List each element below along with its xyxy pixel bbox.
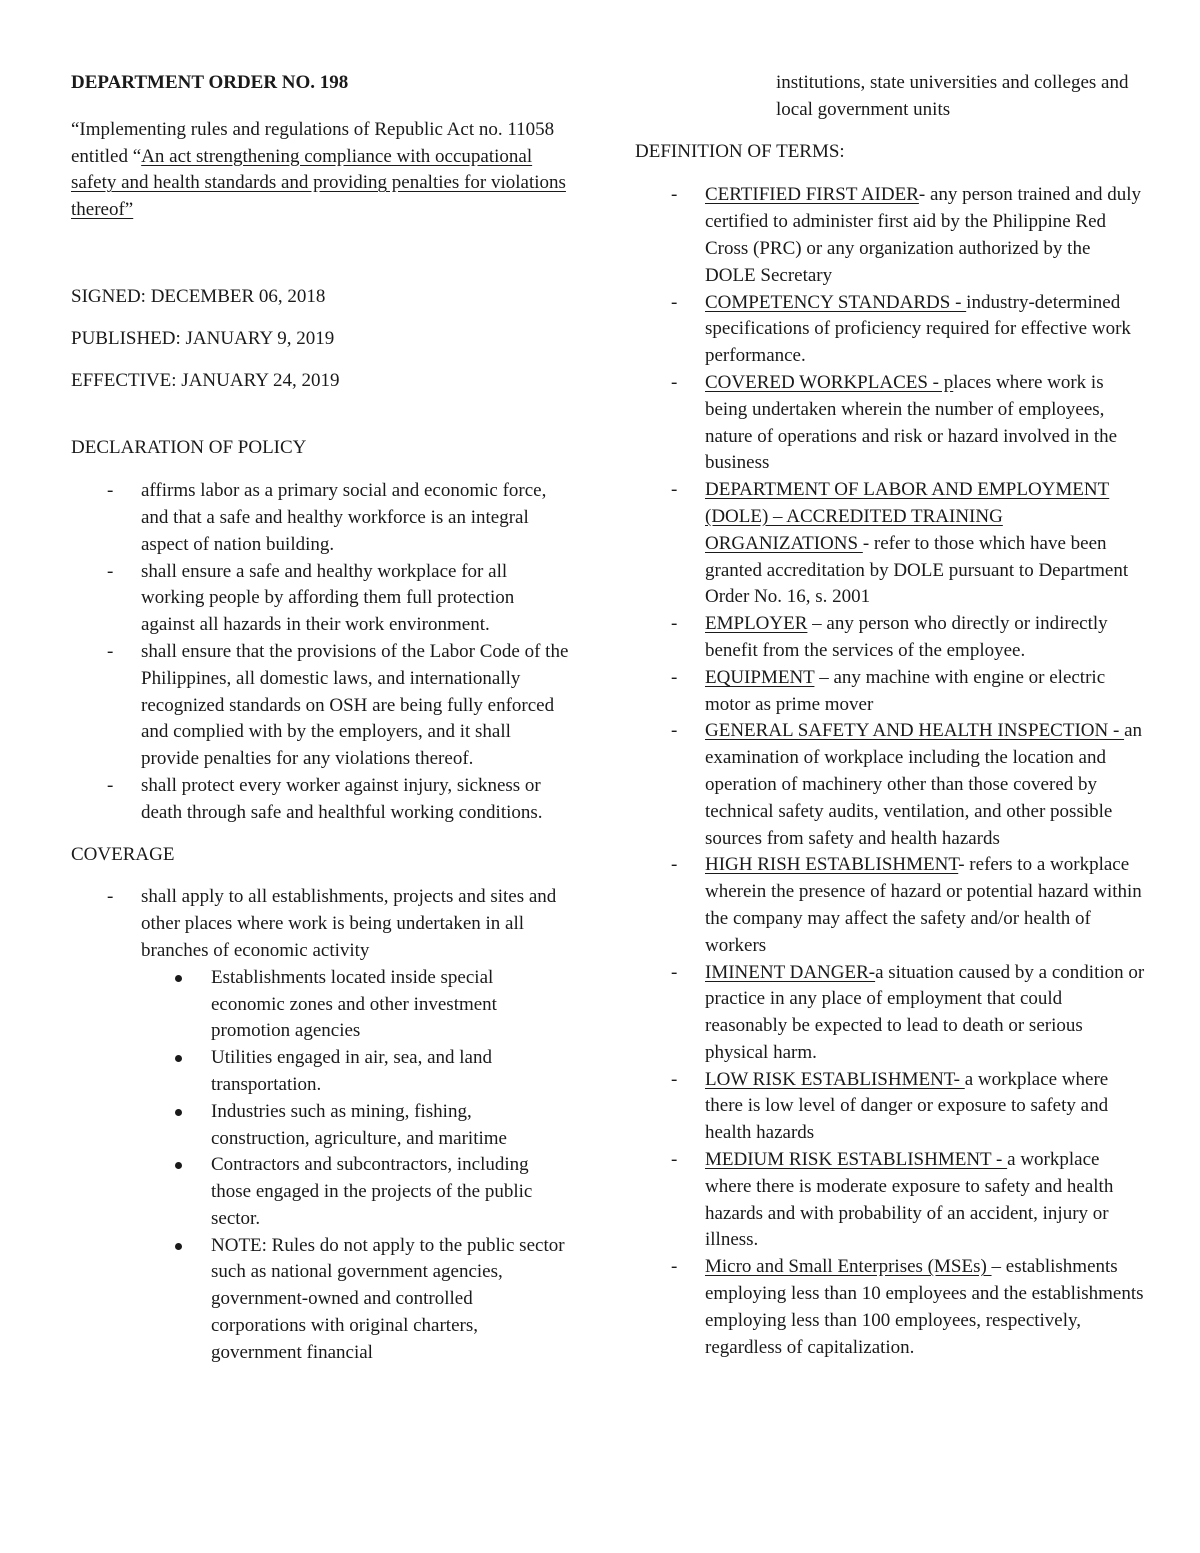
coverage-list <box>71 884 571 964</box>
list-item: Utilities engaged in air, sea, and land transportation. <box>141 1045 571 1099</box>
definition-term: GENERAL SAFETY AND HEALTH INSPECTION - <box>705 720 1125 742</box>
list-item: - shall protect every worker against injury, sickness or death through safe and healthful working conditions. <box>71 773 571 827</box>
coverage-bullets <box>141 965 571 1367</box>
definition-text: a situation caused by a condition or practice in any place of employment that could reasonably be expected to lead to death or serious physical harm. <box>705 961 1145 1063</box>
definition-text: an examination of workplace including the location and operation of machinery other than those covered by technical safety audits, ventilation, and other possible sources from safety and health hazards <box>705 720 1142 849</box>
coverage-bullets-wrap <box>71 965 571 1367</box>
policy-list <box>71 478 571 826</box>
definition-item <box>635 370 1145 477</box>
definition-item <box>635 477 1145 611</box>
definition-item <box>635 290 1145 370</box>
definition-item <box>635 665 1145 719</box>
list-item: NOTE: Rules do not apply to the public sector such as national government agencies, government-owned and controlled corporations with original charters, government financial <box>141 1233 571 1367</box>
list-item: - shall ensure that the provisions of the Labor Code of the Philippines, all domestic laws, and internationally recognized standards on OSH are being fully enforced and complied with by the employers, and it shall provide penalties for any violations thereof. <box>71 639 571 773</box>
left-column <box>71 70 571 1367</box>
definition-term: EMPLOYER <box>705 613 808 635</box>
signed-date: SIGNED: DECEMBER 06, 2018 <box>71 285 326 307</box>
definition-item <box>635 182 1145 289</box>
subtitle-act-title: An act strengthening compliance with occupational safety and health standards and providing penalties for violations thereof” <box>71 145 566 221</box>
definition-text: - refer to those which have been granted accreditation by DOLE pursuant to Department Order No. 16, s. 2001 <box>705 532 1129 608</box>
definitions-heading: DEFINITION OF TERMS: <box>635 140 845 162</box>
definition-item <box>635 1067 1145 1147</box>
definition-text: laces where work is being undertaken wherein the number of employees, nature of operations and risk or hazard involved in the business <box>705 371 1118 474</box>
list-item: Industries such as mining, fishing, construction, agriculture, and maritime <box>141 1099 571 1153</box>
definition-item <box>635 960 1145 1067</box>
published-date: PUBLISHED: JANUARY 9, 2019 <box>71 327 335 349</box>
definition-text: - any person trained and duly certified to administer first aid by the Philippine Red Cross (PRC) or any organization authorized by the DOLE Secretary <box>705 184 1142 286</box>
list-item: Contractors and subcontractors, including those engaged in the projects of the public sector. <box>141 1152 571 1232</box>
definition-text: industry-determined specifications of proficiency required for effective work performance. <box>705 291 1131 367</box>
subtitle-prefix: “Implementing rules and regulations of Republic Act no. 11058 entitled “ <box>71 118 555 167</box>
definition-text: a workplace where there is moderate exposure to safety and health hazards and with probability of an accident, injury or illness. <box>705 1149 1114 1251</box>
definition-text: – any person who directly or indirectly benefit from the services of the employee. <box>705 613 1108 661</box>
definition-item <box>635 718 1145 852</box>
definition-term: EQUIPMENT <box>705 666 815 688</box>
definition-term: COVERED WORKPLACES - p <box>705 371 954 393</box>
coverage-continuation: institutions, state universities and colleges and local government units <box>776 72 1129 120</box>
definition-term: LOW RISK ESTABLISHMENT- <box>705 1068 965 1090</box>
definition-item <box>635 1147 1145 1254</box>
document-subtitle <box>71 117 571 224</box>
definition-item <box>635 1254 1145 1361</box>
definition-term: IMINENT DANGER- <box>705 961 876 983</box>
definition-term: DEPARTMENT OF LABOR AND EMPLOYMENT (DOLE) – ACCREDITED TRAINING ORGANIZATIONS <box>705 479 1110 554</box>
definition-term: HIGH RISH ESTABLISHMENT <box>705 854 959 876</box>
definition-term: Micro and Small Enterprises (MSEs) <box>705 1256 992 1278</box>
definition-text: a workplace where there is low level of danger or exposure to safety and health hazards <box>705 1068 1109 1144</box>
definition-item <box>635 611 1145 665</box>
definition-term: MEDIUM RISK ESTABLISHMENT - <box>705 1149 1008 1171</box>
right-column <box>635 70 1145 1361</box>
list-item: - shall ensure a safe and healthy workplace for all working people by affording them full protection against all hazards in their work environment. <box>71 559 571 639</box>
definition-item <box>635 852 1145 959</box>
definition-term: COMPETENCY STANDARDS - <box>705 291 967 313</box>
policy-heading: DECLARATION OF POLICY <box>71 437 307 459</box>
definition-text: – establishments employing less than 10 employees and the establishments employing less than 100 employees, respectively, regardless of capitalization. <box>705 1256 1144 1358</box>
list-item: - affirms labor as a primary social and economic force, and that a safe and healthy workforce is an integral aspect of nation building. <box>71 478 571 558</box>
document-title: DEPARTMENT ORDER NO. 198 <box>71 72 349 93</box>
effective-date: EFFECTIVE: JANUARY 24, 2019 <box>71 369 340 391</box>
list-item: Establishments located inside special economic zones and other investment promotion agencies <box>141 965 571 1045</box>
definition-term: CERTIFIED FIRST AIDER <box>705 184 919 206</box>
list-item: - shall apply to all establishments, projects and sites and other places where work is being undertaken in all branches of economic activity <box>71 884 571 964</box>
definition-text: - refers to a workplace wherein the presence of hazard or potential hazard within the company may affect the safety and/or health of workers <box>705 854 1142 956</box>
definition-text: – any machine with engine or electric motor as prime mover <box>705 666 1106 715</box>
definitions-list <box>635 182 1145 1361</box>
coverage-heading: COVERAGE <box>71 843 175 865</box>
